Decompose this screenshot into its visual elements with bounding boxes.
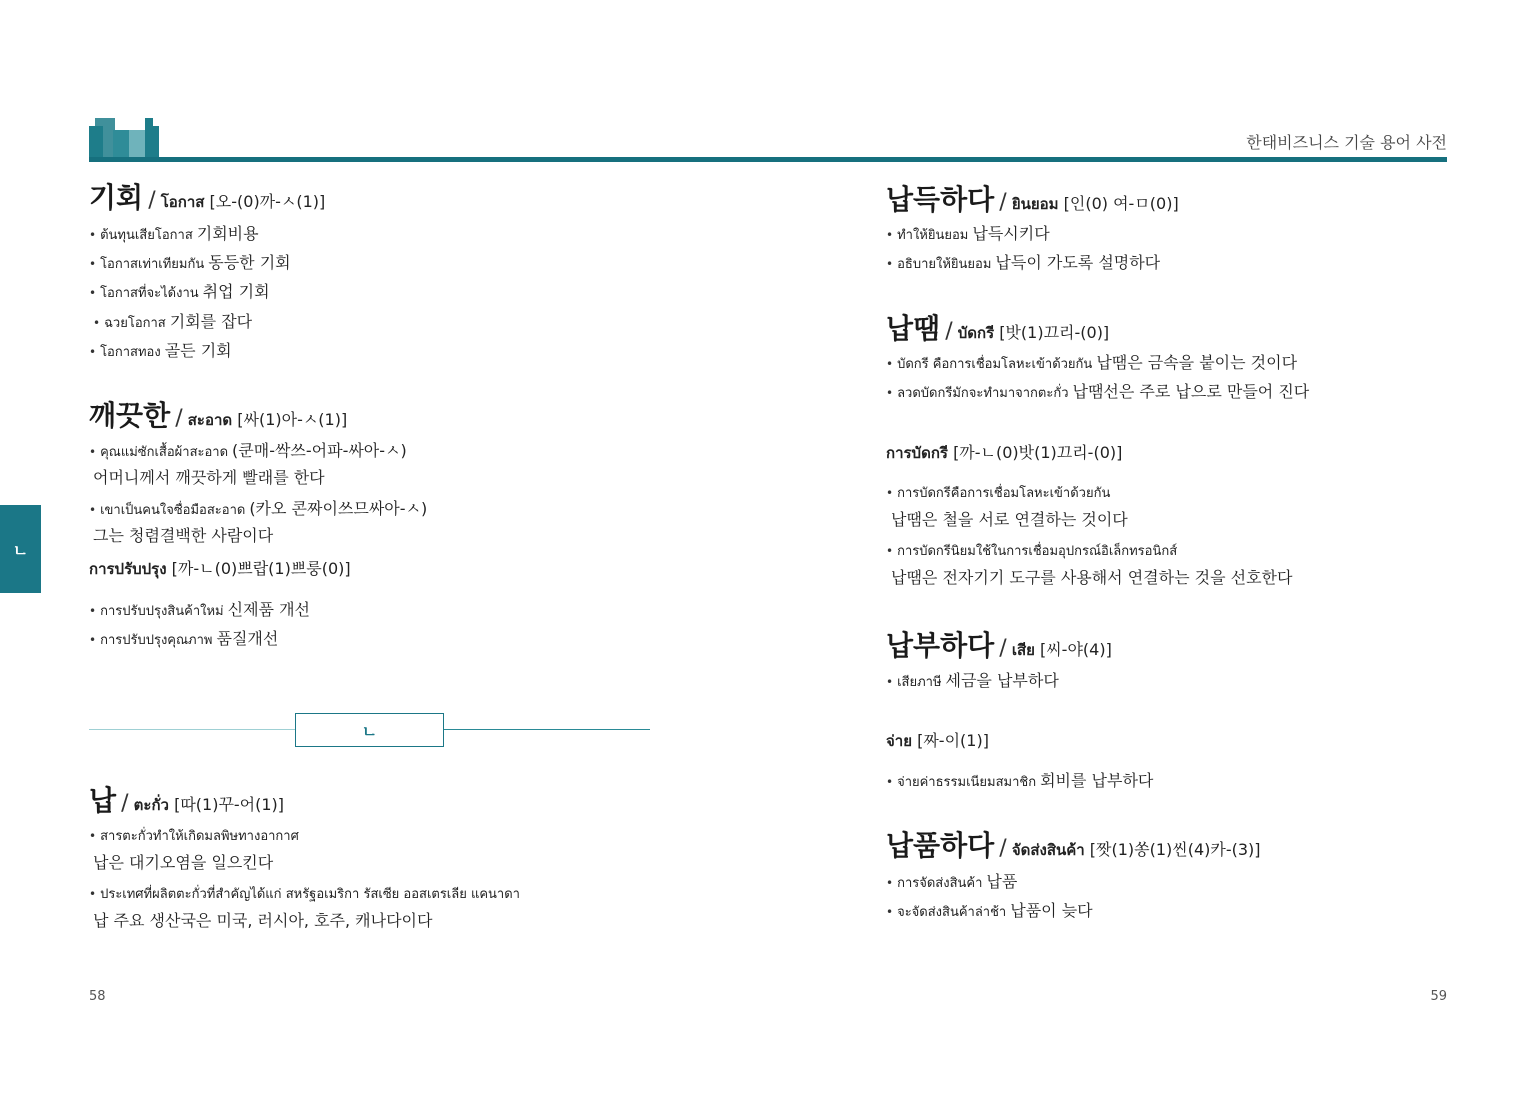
entry-heading: 납품하다 / จัดส่งสินค้า [짯(1)쏭(1)씬(4)카-(3)] [886,829,1261,862]
pronunciation: [싸(1)아-ㅅ(1)] [237,410,348,429]
headword: 납땜 [886,312,941,345]
example-item: • การบัดกรีนิยมใช้ในการเชื่อมอุปกรณ์อิเล็กทรอนิกส์ [886,544,1178,559]
header-rule [89,157,1447,162]
book-title: 한태비즈니스 기술 용어 사전 [1246,133,1447,152]
example-item: • ประเทศที่ผลิตตะกั่วที่สำคัญได้แก่ สหรัฐอเมริกา รัสเซีย ออสเตรเลีย แคนาดา [89,887,520,902]
thai-term: เสีย [1011,641,1035,659]
example-translation: 납땜은 철을 서로 연결하는 것이다 [891,510,1128,529]
headword: 납부하다 [886,629,995,662]
pronunciation: [씨-야(4)] [1039,640,1112,659]
headword: 납 [89,784,117,817]
headword: 납득하다 [886,183,995,216]
example-item: • โอกาสเท่าเทียมกัน 동등한 기회 [89,253,291,272]
sub-entry-heading: การบัดกรี [까-ㄴ(0)밧(1)끄리-(0)] [886,443,1123,462]
example-item: • โอกาสทอง 골든 기회 [89,341,232,360]
headword: 납품하다 [886,829,995,862]
example-translation: 납 주요 생산국은 미국, 러시아, 호주, 캐나다이다 [93,911,433,930]
example-item: • ทำให้ยินยอม 납득시키다 [886,224,1050,243]
example-translation: 납땜은 전자기기 도구를 사용해서 연결하는 것을 선호한다 [891,568,1293,587]
example-item: • สารตะกั่วทำให้เกิดมลพิษทางอากาศ [89,829,299,844]
pronunciation: [인(0) 여-ㅁ(0)] [1063,194,1179,213]
example-item: • ต้นทุนเสียโอกาส 기회비용 [89,224,259,243]
example-item: • คุณแม่ซักเสื้อผ้าสะอาด (쿤매-싹쓰-어파-싸아-ㅅ) [89,441,407,460]
example-item: • จ่ายค่าธรรมเนียมสมาชิก 회비를 납부하다 [886,771,1154,790]
example-item: • อธิบายให้ยินยอม 납득이 가도록 설명하다 [886,253,1161,272]
thai-term: สะอาด [187,411,233,429]
entry-heading: 납 / ตะกั่ว [따(1)꾸-어(1)] [89,784,285,817]
example-translation: 어머니께서 깨끗하게 빨래를 한다 [93,468,325,487]
example-item: • บัดกรี คือการเชื่อมโลหะเข้าด้วยกัน 납땜은 금속을 붙이는 것이다 [886,353,1298,372]
thai-term: ยินยอม [1011,195,1059,213]
pronunciation: [오-(0)까-ㅅ(1)] [209,192,326,211]
pronunciation: [짯(1)쏭(1)씬(4)카-(3)] [1089,840,1261,859]
sub-entry-heading: การปรับปรุง [까-ㄴ(0)쁘랍(1)쁘룽(0)] [89,559,351,578]
page-number: 59 [1430,989,1447,1004]
headword: 깨끗한 [89,399,171,432]
example-translation: 납은 대기오염을 일으킨다 [93,853,274,872]
entry-heading: 깨끗한 / สะอาด [싸(1)아-ㅅ(1)] [89,399,348,432]
example-item: • ลวดบัดกรีมักจะทำมาจากตะกั่ว 납땜선은 주로 납으로 만들어 진다 [886,382,1310,401]
example-item: • ฉวยโอกาส 기회를 잡다 [93,312,253,331]
thai-term: จัดส่งสินค้า [1011,841,1085,859]
thai-term: บัดกรี [957,324,995,342]
sub-entry-heading: จ่าย [짜-이(1)] [886,731,989,750]
header-decoration [89,118,159,162]
example-item: • จะจัดส่งสินค้าล่าช้า 납품이 늦다 [886,901,1093,920]
example-item: • การปรับปรุงคุณภาพ 품질개선 [89,629,279,648]
entry-heading: 납부하다 / เสีย [씨-야(4)] [886,629,1112,662]
example-translation: 그는 청렴결백한 사람이다 [93,526,274,545]
entry-heading: 납득하다 / ยินยอม [인(0) 여-ㅁ(0)] [886,183,1179,216]
section-letter: ㄴ [295,713,444,747]
example-item: • การจัดส่งสินค้า 납품 [886,872,1018,891]
page-number: 58 [89,989,106,1004]
thai-term: โอกาส [160,193,205,211]
headword: 기회 [89,181,144,214]
entry-heading: 기회 / โอกาส [오-(0)까-ㅅ(1)] [89,181,326,214]
example-item: • การปรับปรุงสินค้าใหม่ 신제품 개선 [89,600,310,619]
section-tab[interactable]: ㄴ [0,505,41,593]
pronunciation: [밧(1)끄리-(0)] [999,323,1110,342]
pronunciation: [따(1)꾸-어(1)] [174,795,285,814]
example-item: • โอกาสที่จะได้งาน 취업 기회 [89,282,270,301]
example-item: • เสียภาษี 세금을 납부하다 [886,671,1059,690]
thai-term: ตะกั่ว [133,796,169,814]
divider-line [89,729,295,730]
example-item: • การบัดกรีคือการเชื่อมโลหะเข้าด้วยกัน [886,486,1111,501]
entry-heading: 납땜 / บัดกรี [밧(1)끄리-(0)] [886,312,1110,345]
divider-line [443,729,650,730]
example-item: • เขาเป็นคนใจซื่อมือสะอาด (카오 콘짜이쓰므싸아-ㅅ) [89,499,428,518]
